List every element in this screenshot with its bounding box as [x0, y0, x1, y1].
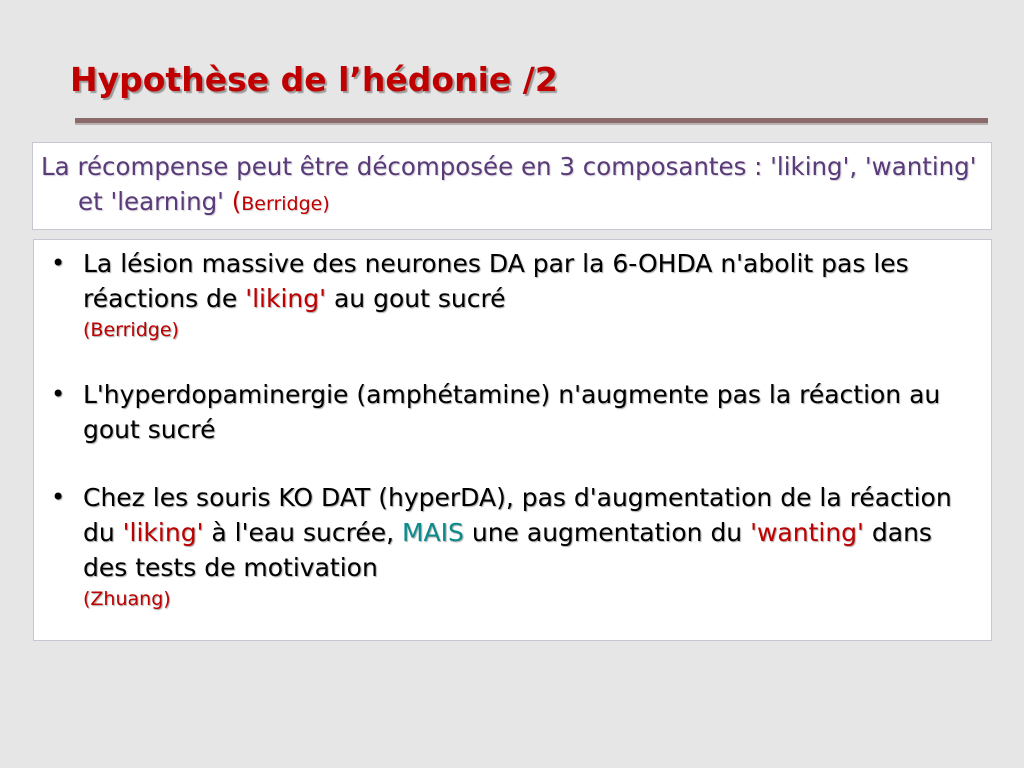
bullet-text: au gout sucré	[326, 284, 506, 313]
bullet-text: La lésion massive des neurones DA par la 6-OHDA n'abolit pas les réactions de	[83, 249, 909, 313]
bullet-text: à l'eau sucrée,	[203, 518, 402, 547]
bullet-item-lesion	[42, 246, 981, 344]
intro-paren: (	[231, 187, 242, 216]
highlight-liking: 'liking'	[122, 518, 204, 547]
intro-box	[32, 142, 992, 230]
highlight-mais: MAIS	[401, 518, 464, 547]
bullet-marker: •	[51, 380, 66, 408]
highlight-wanting: 'wanting'	[750, 518, 864, 547]
bullet-text: Chez les souris KO DAT (hyperDA), pas d'augmentation de la réaction du	[83, 483, 952, 547]
bullet-text: L'hyperdopaminergie (amphétamine) n'augmente pas la réaction au gout sucré	[83, 380, 941, 444]
intro-text-main: La récompense peut être décomposée en 3 composantes : 'liking', 'wanting' et 'learning'	[41, 152, 977, 216]
intro-text	[41, 149, 983, 222]
intro-reference: Berridge)	[241, 193, 330, 215]
bullet-text: une augmentation du	[463, 518, 751, 547]
title-divider	[75, 118, 988, 123]
slide-title: Hypothèse de l’hédonie /2	[70, 60, 558, 99]
bullet-list	[42, 246, 981, 613]
bullet-item-ko-dat	[42, 480, 981, 613]
bullet-reference: (Berridge)	[83, 319, 179, 341]
bullets-box	[33, 239, 992, 641]
highlight-liking: 'liking'	[245, 284, 327, 313]
bullet-text: dans des tests de motivation	[83, 518, 932, 582]
bullet-reference: (Zhuang)	[83, 588, 171, 610]
bullet-marker: •	[51, 249, 66, 277]
bullet-item-hyperdopaminergie	[42, 377, 981, 447]
bullet-marker: •	[51, 483, 66, 511]
